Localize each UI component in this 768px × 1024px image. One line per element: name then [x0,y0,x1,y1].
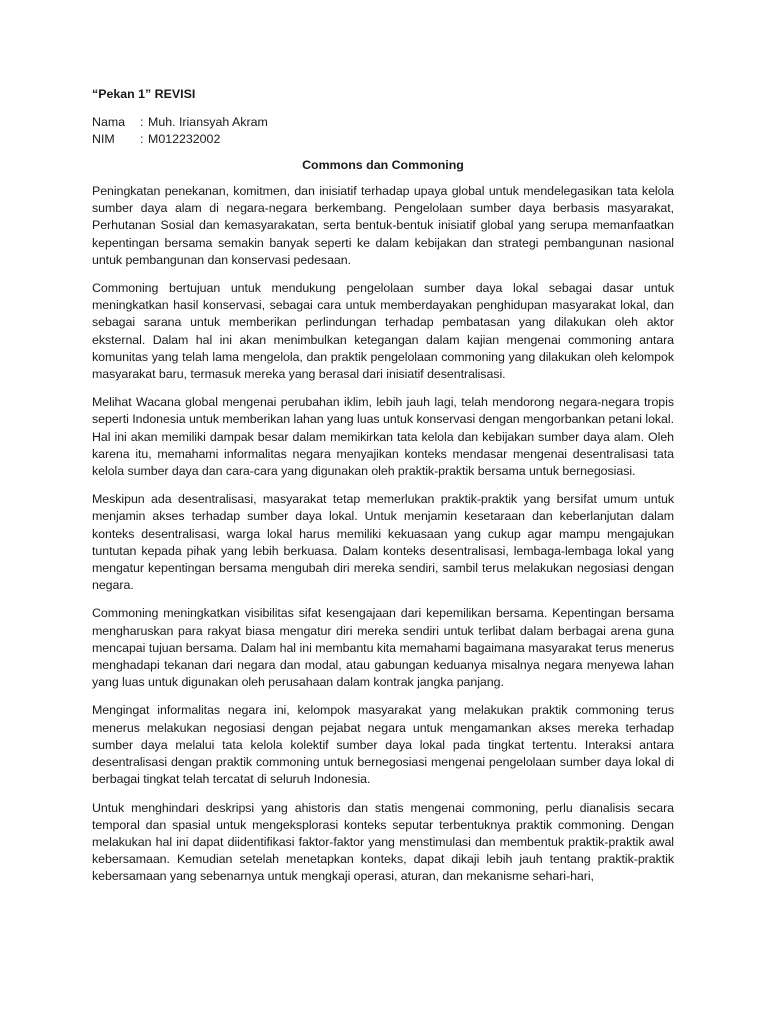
paragraph: Mengingat informalitas negara ini, kelompok masyarakat yang melakukan praktik commoning terus menerus melakukan negosiasi dengan pejabat negara untuk mengamankan akses mereka terhadap sumber daya melalui tata kelola kolektif sumber daya lokal pada tingkat tertentu. Interaksi antara desentralisasi dengan praktik commoning untuk bernegosiasi mengenai pengelolaan sumber daya lokal di berbagai tingkat telah tercatat di seluruh Indonesia. [92,703,674,787]
paragraph: Melihat Wacana global mengenai perubahan iklim, lebih jauh lagi, telah mendorong negara-negara tropis seperti Indonesia untuk memberikan lahan yang luas untuk konservasi dengan mengorbankan petani lokal. Hal ini akan memiliki dampak besar dalam memikirkan tata kelola dan kebijakan sumber daya alam. Oleh karena itu, memahami informalitas negara menyajikan konteks mendasar mengenai desentralisasi tata kelola sumber daya dan cara-cara yang digunakan oleh praktik-praktik bersama untuk bernegosiasi. [92,395,674,479]
identity-block [92,114,674,148]
identity-row-name [92,114,674,131]
paragraph: Commoning meningkatkan visibilitas sifat kesengajaan dari kepemilikan bersama. Kepentingan bersama mengharuskan para rakyat biasa mengatur diri mereka sendiri untuk terlibat dalam berbagai arena guna mencapai tujuan bersama. Dalam hal ini membantu kita memahami bagaimana masyarakat terus menerus menghadapi tekanan dari negara dan modal, atau gabungan keduanya misalnya negara menyewa lahan yang luas untuk digunakan oleh perusahaan dalam kontrak jangka panjang. [92,606,674,690]
identity-label: NIM [92,132,115,146]
paragraph: Commoning bertujuan untuk mendukung pengelolaan sumber daya lokal sebagai dasar untuk meningkatkan hasil konservasi, sebagai cara untuk memberdayakan penghidupan masyarakat lokal, dan sebagai sarana untuk memberikan perlindungan terhadap pembatasan yang dilakukan oleh aktor eksternal. Dalam hal ini akan menimbulkan ketegangan dalam kajian mengenai commoning antara komunitas yang telah lama mengelola, dan praktik pengelolaan commoning yang dilakukan oleh kelompok masyarakat baru, termasuk mereka yang berasal dari inisiatif desentralisasi. [92,281,674,382]
identity-row-nim [92,131,674,148]
identity-label: Nama [92,115,126,129]
paragraph: Meskipun ada desentralisasi, masyarakat tetap memerlukan praktik-praktik yang bersifat umum untuk menjamin akses terhadap sumber daya lokal. Untuk menjamin kesetaraan dan keberlanjutan dalam konteks desentralisasi, warga lokal harus memiliki kekuasaan yang cukup agar mampu mengajukan tuntutan kepada pihak yang lebih berkuasa. Dalam konteks desentralisasi, lembaga-lembaga lokal yang mengatur kepentingan bersama mengubah diri mereka sendiri, sambil terus melakukan negosiasi dengan negara. [92,492,674,593]
identity-value: M012232002 [148,132,221,146]
identity-separator: : [140,115,144,129]
identity-separator: : [140,132,144,146]
document-page [92,86,674,897]
document-title: Commons dan Commoning [302,158,464,172]
paragraph: Untuk menghindari deskripsi yang ahistoris dan statis mengenai commoning, perlu dianalisis secara temporal dan spasial untuk mengeksplorasi konteks seputar terbentuknya praktik commoning. Dengan melakukan hal ini dapat diidentifikasi faktor-faktor yang menstimulasi dan membentuk praktik-praktik awal kebersamaan. Kemudian setelah menetapkan konteks, dapat dikaji lebih jauh tentang praktik-praktik kebersamaan yang sebenarnya untuk mengkaji operasi, aturan, dan mekanisme sehari-hari, [92,800,674,884]
identity-value: Muh. Iriansyah Akram [148,115,268,129]
document-heading: “Pekan 1” REVISI [92,87,196,101]
paragraph: Peningkatan penekanan, komitmen, dan inisiatif terhadap upaya global untuk mendelegasikan tata kelola sumber daya alam di negara-negara berkembang. Pengelolaan sumber daya berbasis masyarakat, Perhutanan Sosial dan kemasyarakatan, serta bentuk-bentuk inisiatif global yang serupa memanfaatkan kepentingan bersama semakin banyak seperti ke dalam kebijakan dan strategi pembangunan nasional untuk pembangunan dan konservasi pedesaan. [92,184,674,267]
